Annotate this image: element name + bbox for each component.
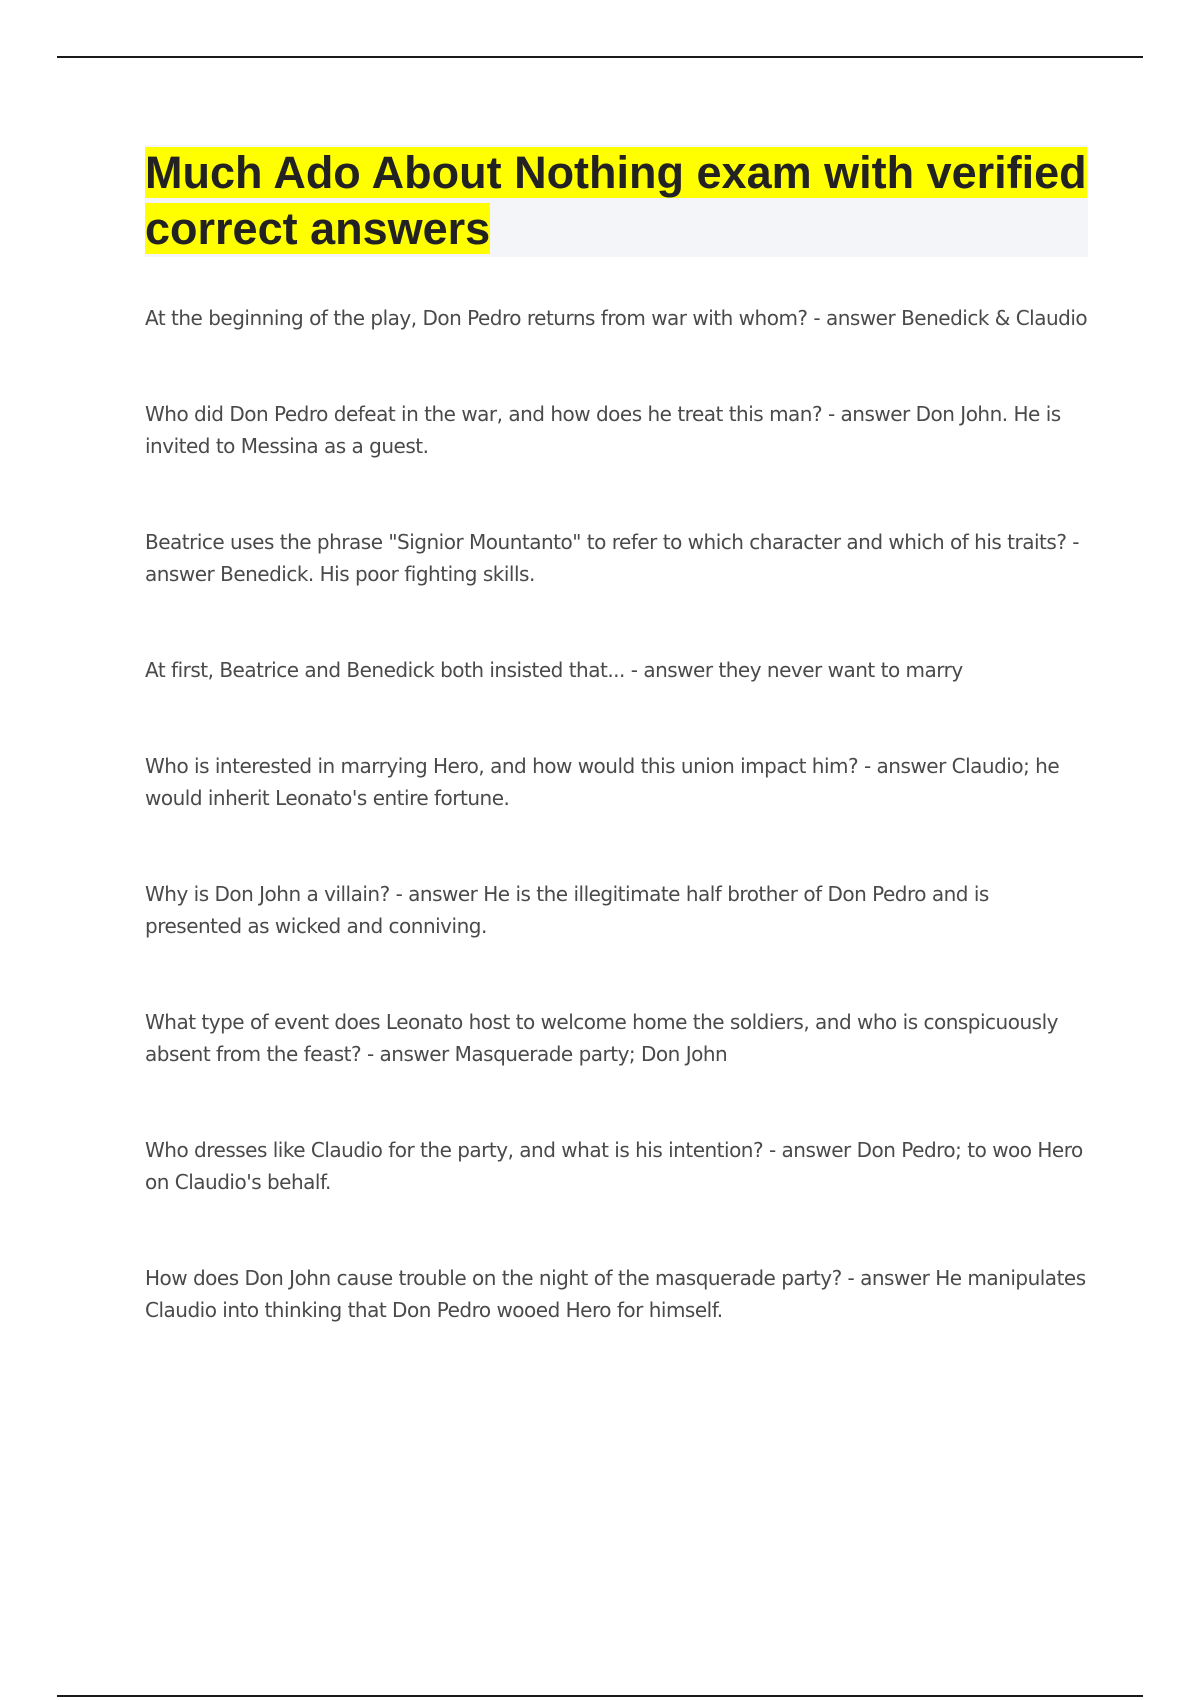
qa-item-1: At the beginning of the play, Don Pedro returns from war with whom? - answer Benedick & Claudio <box>145 306 1088 330</box>
bottom-rule <box>57 1695 1143 1697</box>
qa-item-8: Who dresses like Claudio for the party, and what is his intention? - answer Don Pedro; to woo Hero on Claudio's behalf. <box>145 1138 1083 1194</box>
qa-item-6: Why is Don John a villain? - answer He is the illegitimate half brother of Don Pedro and is presented as wicked and conniving. <box>145 882 989 938</box>
document-title <box>145 145 1088 257</box>
qa-item-5: Who is interested in marrying Hero, and how would this union impact him? - answer Claudio; he would inherit Leonato's entire fortune. <box>145 754 1060 810</box>
title-highlight: Much Ado About Nothing exam with verified correct answers <box>145 147 1087 254</box>
qa-item-3: Beatrice uses the phrase "Signior Mountanto" to refer to which character and which of his traits? - answer Benedick. His poor fighting skills. <box>145 530 1080 586</box>
top-rule <box>57 56 1143 58</box>
qa-item-9: How does Don John cause trouble on the night of the masquerade party? - answer He manipulates Claudio into thinking that Don Pedro wooed Hero for himself. <box>145 1266 1086 1322</box>
qa-item-4: At first, Beatrice and Benedick both insisted that... - answer they never want to marry <box>145 658 963 682</box>
qa-item-7: What type of event does Leonato host to welcome home the soldiers, and who is conspicuously absent from the feast? - answer Masquerade party; Don John <box>145 1010 1058 1066</box>
qa-list <box>145 302 1090 1390</box>
title-block <box>145 145 1088 257</box>
qa-item-2: Who did Don Pedro defeat in the war, and how does he treat this man? - answer Don John. He is invited to Messina as a guest. <box>145 402 1061 458</box>
